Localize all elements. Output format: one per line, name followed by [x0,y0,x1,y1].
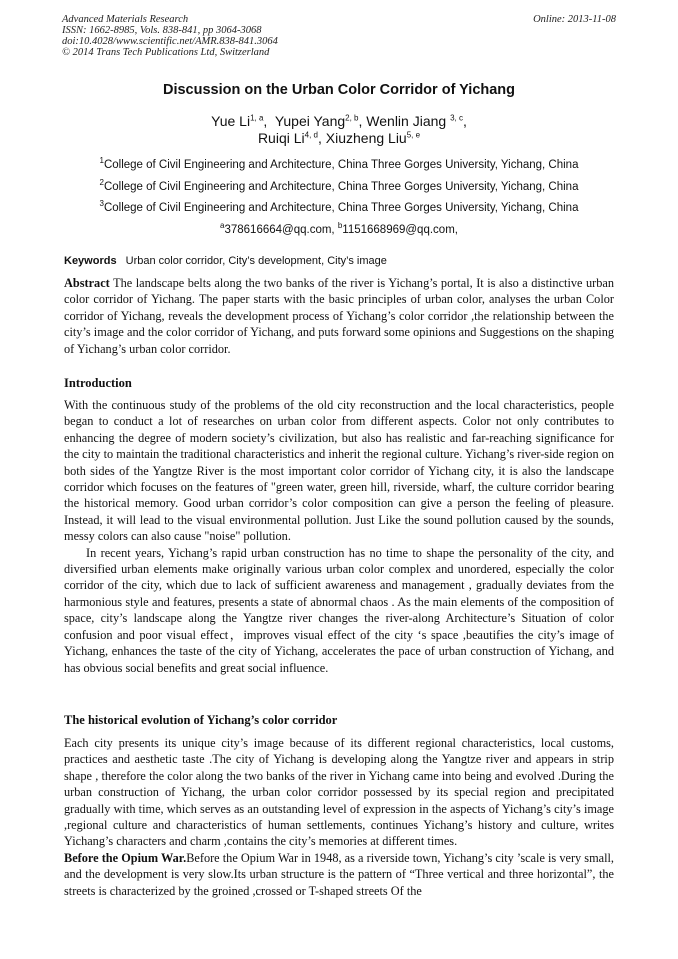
introduction-body [64,397,614,676]
keywords-text: Urban color corridor, City’s development, City’s image [125,255,387,267]
author-name: Xiuzheng Liu [325,130,407,146]
abstract-label: Abstract [64,276,110,290]
author-sup: 3, c [450,113,463,123]
publication-header [62,14,616,58]
author-name: Wenlin Jiang [366,113,447,129]
history-heading: The historical evolution of Yichang’s color corridor [64,713,338,727]
affiliation-1 [62,156,616,171]
affiliation-sup: 1 [99,156,104,165]
author-sup: 2, b [345,113,359,123]
issn-line: ISSN: 1662-8985, Vols. 838-841, pp 3064-3068 [62,25,262,36]
keywords-label: Keywords [64,255,117,267]
author-line-1: Yue Li$^{1, a}$, Yupei Yang$^{2, b}$, Wenlin Jiang $^{3, c}$, [211,113,467,129]
author-sup: 1, a [250,113,264,123]
author-line-2: Ruiqi Li$^{4, d}$, Xiuzheng Liu$^{5, e}$ [257,130,421,146]
affiliation-sup: 3 [99,199,104,208]
email-a[interactable]: 378616664@qq.com, [224,223,335,236]
introduction-heading: Introduction [64,376,132,390]
affiliation-sup: 2 [99,178,104,187]
doi-line: doi:10.4028/www.scientific.net/AMR.838-841.3064 [62,36,278,47]
abstract-text: The landscape belts along the two banks of the river is Yichang’s portal, It is also a distinctive urban color corridor of Yichang. The paper starts with the basic principles of urban color, analyses the urban Color corridor of Yichang, reveals the development process of Yichang’s color corridor ,the relationship between the city’s image and the color corridor of Yichang, and puts forward some opinions and Suggestions on the shaping of Yichang’s urban color corridor. [64,276,614,356]
author-name: Yupei Yang [274,113,346,129]
journal-name: Advanced Materials Research [62,14,189,25]
introduction-paragraph-2: In recent years, Yichang’s rapid urban construction has no time to shape the personality of the city, and diversified urban elements make originally various urban color complex and unordered, especially the color corridor of the city, which due to lack of sufficient awareness and management , gradually deviates from the harmonious style and features, presents a state of abnormal chaos . As the main elements of the composition of space, city’s landscape along the Yangtze river changes the river-along Architecture’s Situation of color confusion and poor visual effect，improves visual effect of the city ‘s space ,beautifies the city’s image of Yichang, enhances the taste of the city of Yichang, accelerates the pace of urban construction of Yichang, and has obvious social benefits and great social influence. [64,545,614,675]
author-name: Yue Li [211,113,251,129]
copyright-line: © 2014 Trans Tech Publications Ltd, Switzerland [62,47,270,58]
history-paragraph-1: Each city presents its unique city’s image because of its different regional characteristics, local customs, practices and aesthetic taste .The city of Yichang is developing along the Yangtze river and appears in strip shape , therefore the color along the two banks of the river in Yichang came into being and evolved .During the urban construction of Yichang, the urban color corridor possessed by its special region and precipitated gradually with time, which serves as an outstanding level of expression in the aspects of Yichang’s city’s image ,regional culture and characteristics of human settlements, continues Yichang’s history and culture, writes Yichang’s characters and charm ,contains the city’s memories at different times. [64,736,614,849]
author-emails [62,221,616,236]
affiliation-3 [62,199,616,214]
affiliation-text: College of Civil Engineering and Architecture, China Three Gorges University, Yichang, China [103,158,579,171]
history-paragraph-2: Before the Opium War in 1948, as a riverside town, Yichang’s city ’scale is very small, and the development is very slow.Its urban structure is the pattern of “Three vertical and three horizontal”, the streets is characterized by the groined ,crossed or T-shaped streets Of the [64,850,615,898]
email-sup: a [220,221,225,230]
history-body [64,735,614,899]
author-sup: 5, e [406,130,421,140]
introduction-paragraph-1: With the continuous study of the problems of the old city reconstruction and the local characteristics, people began to conduct a lot of researches on urban color from different aspects. Color not only contributes to enhancing the degree of modern society’s civilization, but also has realistic and far-reaching significance for the city to maintain the traditional characteristics and inherit the regional culture. Yichang’s river-side region on both sides of the Yangtze River is the most important color corridor of Yichang city, it is also the landscape corridor which focuses on the features of "green water, green hill, riverside, wharf, the culture corridor bearing the historical memory. Good urban corridor’s color composition can give a person the feeling of pleasure. Instead, it will lead to the visual environmental pollution. Just Like the sound pollution caused by the sounds, messy colors can also cause "noise" pollution. [64,398,614,544]
author-sup: 4, d [304,130,318,140]
affiliation-text: College of Civil Engineering and Architecture, China Three Gorges University, Yichang, China [103,180,579,193]
abstract [64,275,614,357]
history-paragraph-2-label: Before the Opium War. [64,850,187,865]
affiliation-2 [62,178,616,193]
email-sup: b [337,221,343,230]
keywords [64,255,387,267]
online-date: Online: 2013-11-08 [533,14,616,25]
author-name: Ruiqi Li [257,130,305,146]
paper-title: Discussion on the Urban Color Corridor of Yichang [162,82,516,98]
affiliation-text: College of Civil Engineering and Architecture, China Three Gorges University, Yichang, China [103,201,579,214]
email-b[interactable]: 1151668969@qq.com, [342,223,458,236]
